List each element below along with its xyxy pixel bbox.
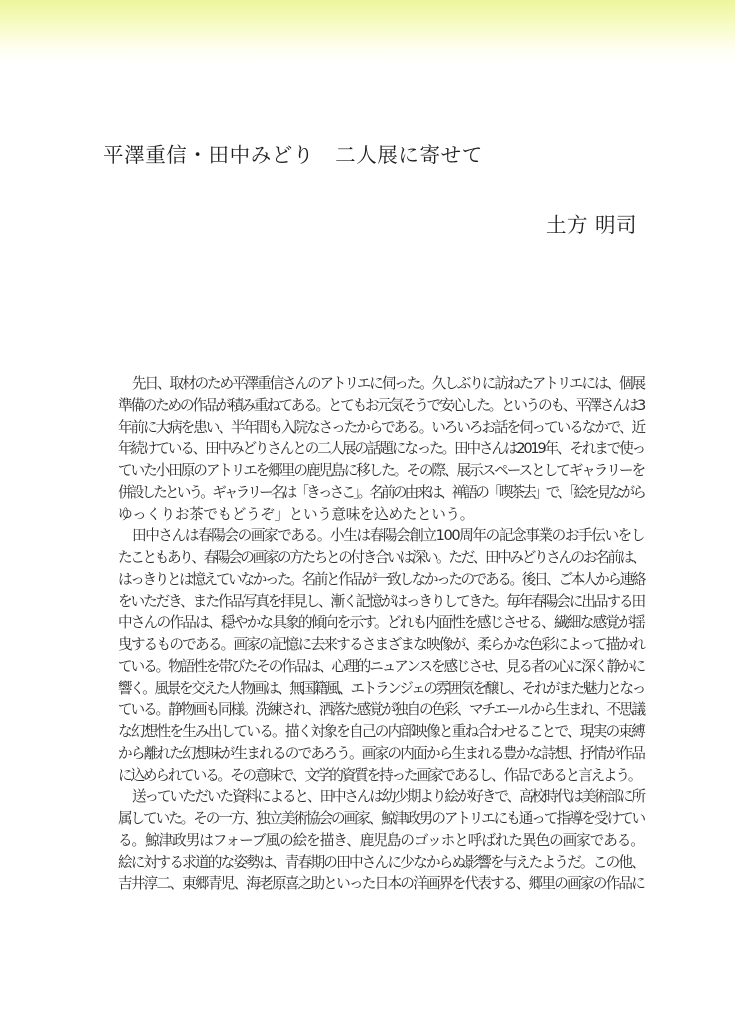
body-line: 送っていただいた資料によると、田中さんは幼少期より絵が好きで、高校時代は美術部に所 xyxy=(132,788,644,806)
body-line: たこともあり、春陽会の画家の方たちとの付き合いは深い。ただ、田中みどりさんのお名前は、 xyxy=(118,549,644,566)
body-line: 併設したという。ギャラリー名は「きっさこ」。名前の由来は、禅語の「喫茶去」で、「絵を見ながら xyxy=(118,483,644,501)
body-line: ている。物語性を帯びたその作品は、心理的ニュアンスを感じさせ、見る者の心に深く静かに xyxy=(118,657,644,675)
body-line: 絵に対する求道的な姿勢は、青春期の田中さんに少なからぬ影響を与えたようだ。この他、 xyxy=(118,853,644,871)
body-line: 準備のための作品が積み重ねてある。とてもお元気そうで安心した。というのも、平澤さんは3 xyxy=(118,396,644,414)
body-line: から離れた幻想味が生まれるのであろう。画家の内面から生まれる豊かな詩想、抒情が作品 xyxy=(118,744,644,762)
body-line: 曳するものである。画家の記憶に去来するさまざまな映像が、柔らかな色彩によって描かれ xyxy=(118,636,644,653)
body-line: 響く。風景を交えた人物画は、無国籍風、エトランジェの雰囲気を醸し、それがまた魅力となっ xyxy=(118,679,644,697)
body-line: る。鯨津政男はフォーブ風の絵を描き、鹿児島のゴッホと呼ばれた異色の画家である。 xyxy=(118,831,644,849)
body-line: はっきりとは憶えていなかった。名前と作品が一致しなかったのである。後日、ご本人から連絡 xyxy=(118,570,644,588)
body-line: 年続けている、田中みどりさんとの二人展の話題になった。田中さんは2019年、それまで使っ xyxy=(118,440,644,458)
body-line: な幻想性を生み出している。描く対象を自己の内部映像と重ね合わせることで、現実の束縛 xyxy=(118,723,644,740)
body-line: をいただき、また作品写真を拝見し、漸く記憶がはっきりしてきた。毎年春陽会に出品する田 xyxy=(118,592,644,610)
body-line: ている。静物画も同様。洗練され、洒落た感覚が独自の色彩、マチエールから生まれ、不思議 xyxy=(118,701,644,719)
body-line: ていた小田原のアトリエを郷里の鹿児島に移した。その際、展示スペースとしてギャラリーを xyxy=(118,462,644,479)
body-line: に込められている。その意味で、文学的資質を持った画家であるし、作品であると言えよう。 xyxy=(118,766,641,784)
body-line: 属していた。その一方、独立美術協会の画家、鯨津政男のアトリエにも通って指導を受けてい xyxy=(118,810,644,827)
article-title: 平澤重信・田中みどり 二人展に寄せて xyxy=(103,143,483,167)
body-line: 田中さんは春陽会の画家である。小生は春陽会創立100周年の記念事業のお手伝いをし xyxy=(132,527,644,545)
author-name: 土方 明司 xyxy=(545,213,637,237)
body-line: 年前に大病を患い、半年間も入院なさったからである。いろいろお話を伺っているなかで、近 xyxy=(118,418,644,436)
body-line: 先日、取材のため平澤重信さんのアトリエに伺った。久しぶりに訪ねたアトリエには、個展 xyxy=(132,375,644,392)
article-body xyxy=(118,373,644,895)
body-line: ゆっくりお茶でもどうぞ」という意味を込めたという。 xyxy=(118,505,474,523)
body-line: 中さんの作品は、穏やかな具象的傾向を示す。どれも内面性を感じさせる、繊細な感覚が揺 xyxy=(118,614,644,632)
body-line: 吉井淳二、東郷青児、海老原喜之助といった日本の洋画界を代表する、郷里の画家の作品に xyxy=(118,875,644,893)
